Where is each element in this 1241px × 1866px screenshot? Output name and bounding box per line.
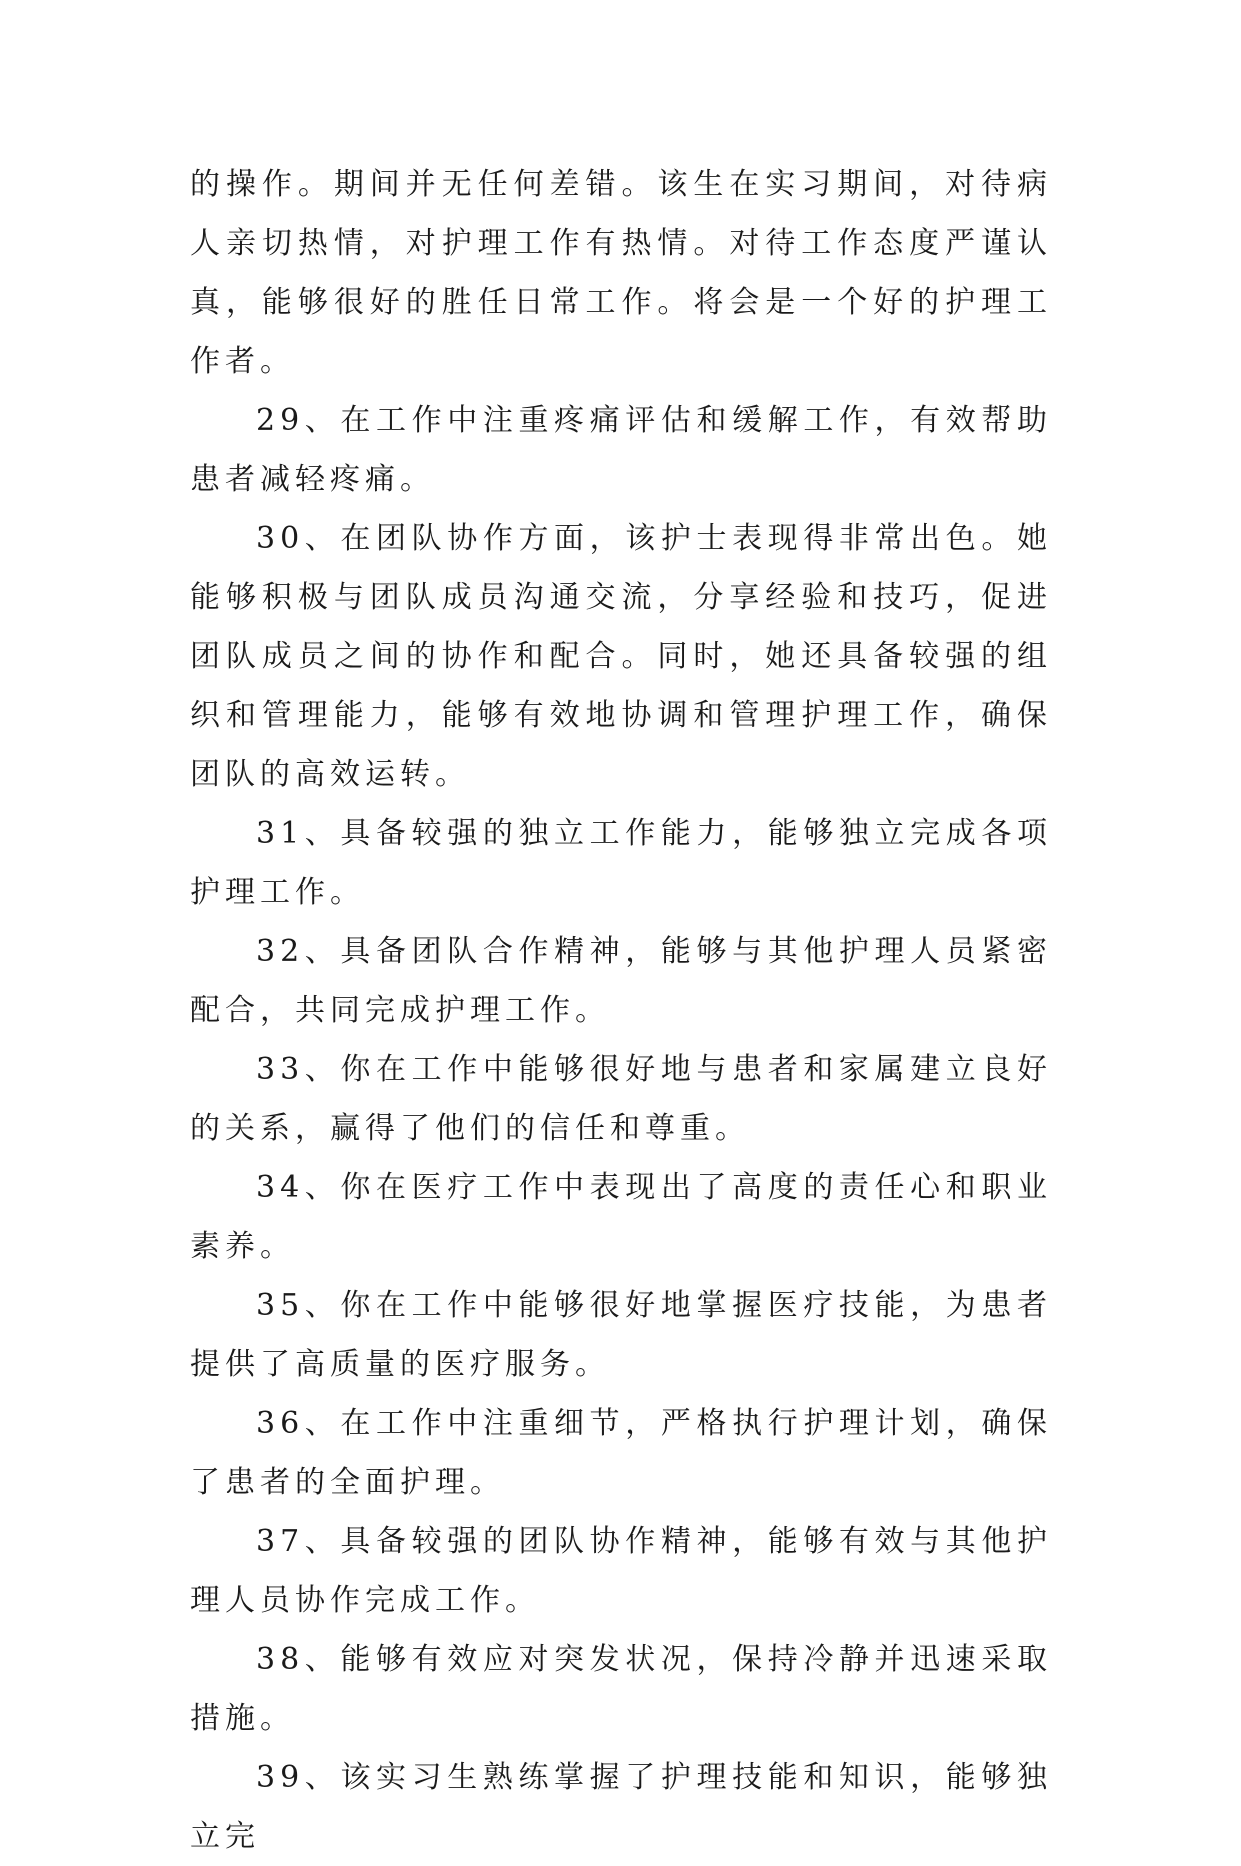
paragraph-item-30: 30、在团队协作方面，该护士表现得非常出色。她能够积极与团队成员沟通交流，分享经验和技巧，促进团队成员之间的协作和配合。同时，她还具备较强的组织和管理能力，能够有效地协调和管理护理工作，确保团队的高效运转。 bbox=[190, 521, 1052, 792]
paragraph-item-33: 33、你在工作中能够很好地与患者和家属建立良好的关系，赢得了他们的信任和尊重。 bbox=[190, 1052, 1052, 1146]
paragraph-item-29: 29、在工作中注重疼痛评估和缓解工作，有效帮助患者减轻疼痛。 bbox=[190, 403, 1052, 497]
paragraph-item-36: 36、在工作中注重细节，严格执行护理计划，确保了患者的全面护理。 bbox=[190, 1406, 1052, 1500]
document-body bbox=[190, 155, 1052, 1866]
paragraph-item-37: 37、具备较强的团队协作精神，能够有效与其他护理人员协作完成工作。 bbox=[190, 1524, 1052, 1618]
paragraph-item-34: 34、你在医疗工作中表现出了高度的责任心和职业素养。 bbox=[190, 1170, 1052, 1264]
paragraph-item-32: 32、具备团队合作精神，能够与其他护理人员紧密配合，共同完成护理工作。 bbox=[190, 934, 1052, 1028]
paragraph-item-31: 31、具备较强的独立工作能力，能够独立完成各项护理工作。 bbox=[190, 816, 1052, 910]
paragraph-continuation: 的操作。期间并无任何差错。该生在实习期间，对待病人亲切热情，对护理工作有热情。对待工作态度严谨认真，能够很好的胜任日常工作。将会是一个好的护理工作者。 bbox=[190, 167, 1052, 379]
paragraph-item-35: 35、你在工作中能够很好地掌握医疗技能，为患者提供了高质量的医疗服务。 bbox=[190, 1288, 1052, 1382]
paragraph-item-39: 39、该实习生熟练掌握了护理技能和知识，能够独立完 bbox=[190, 1760, 1052, 1854]
paragraph-item-38: 38、能够有效应对突发状况，保持冷静并迅速采取措施。 bbox=[190, 1642, 1052, 1736]
